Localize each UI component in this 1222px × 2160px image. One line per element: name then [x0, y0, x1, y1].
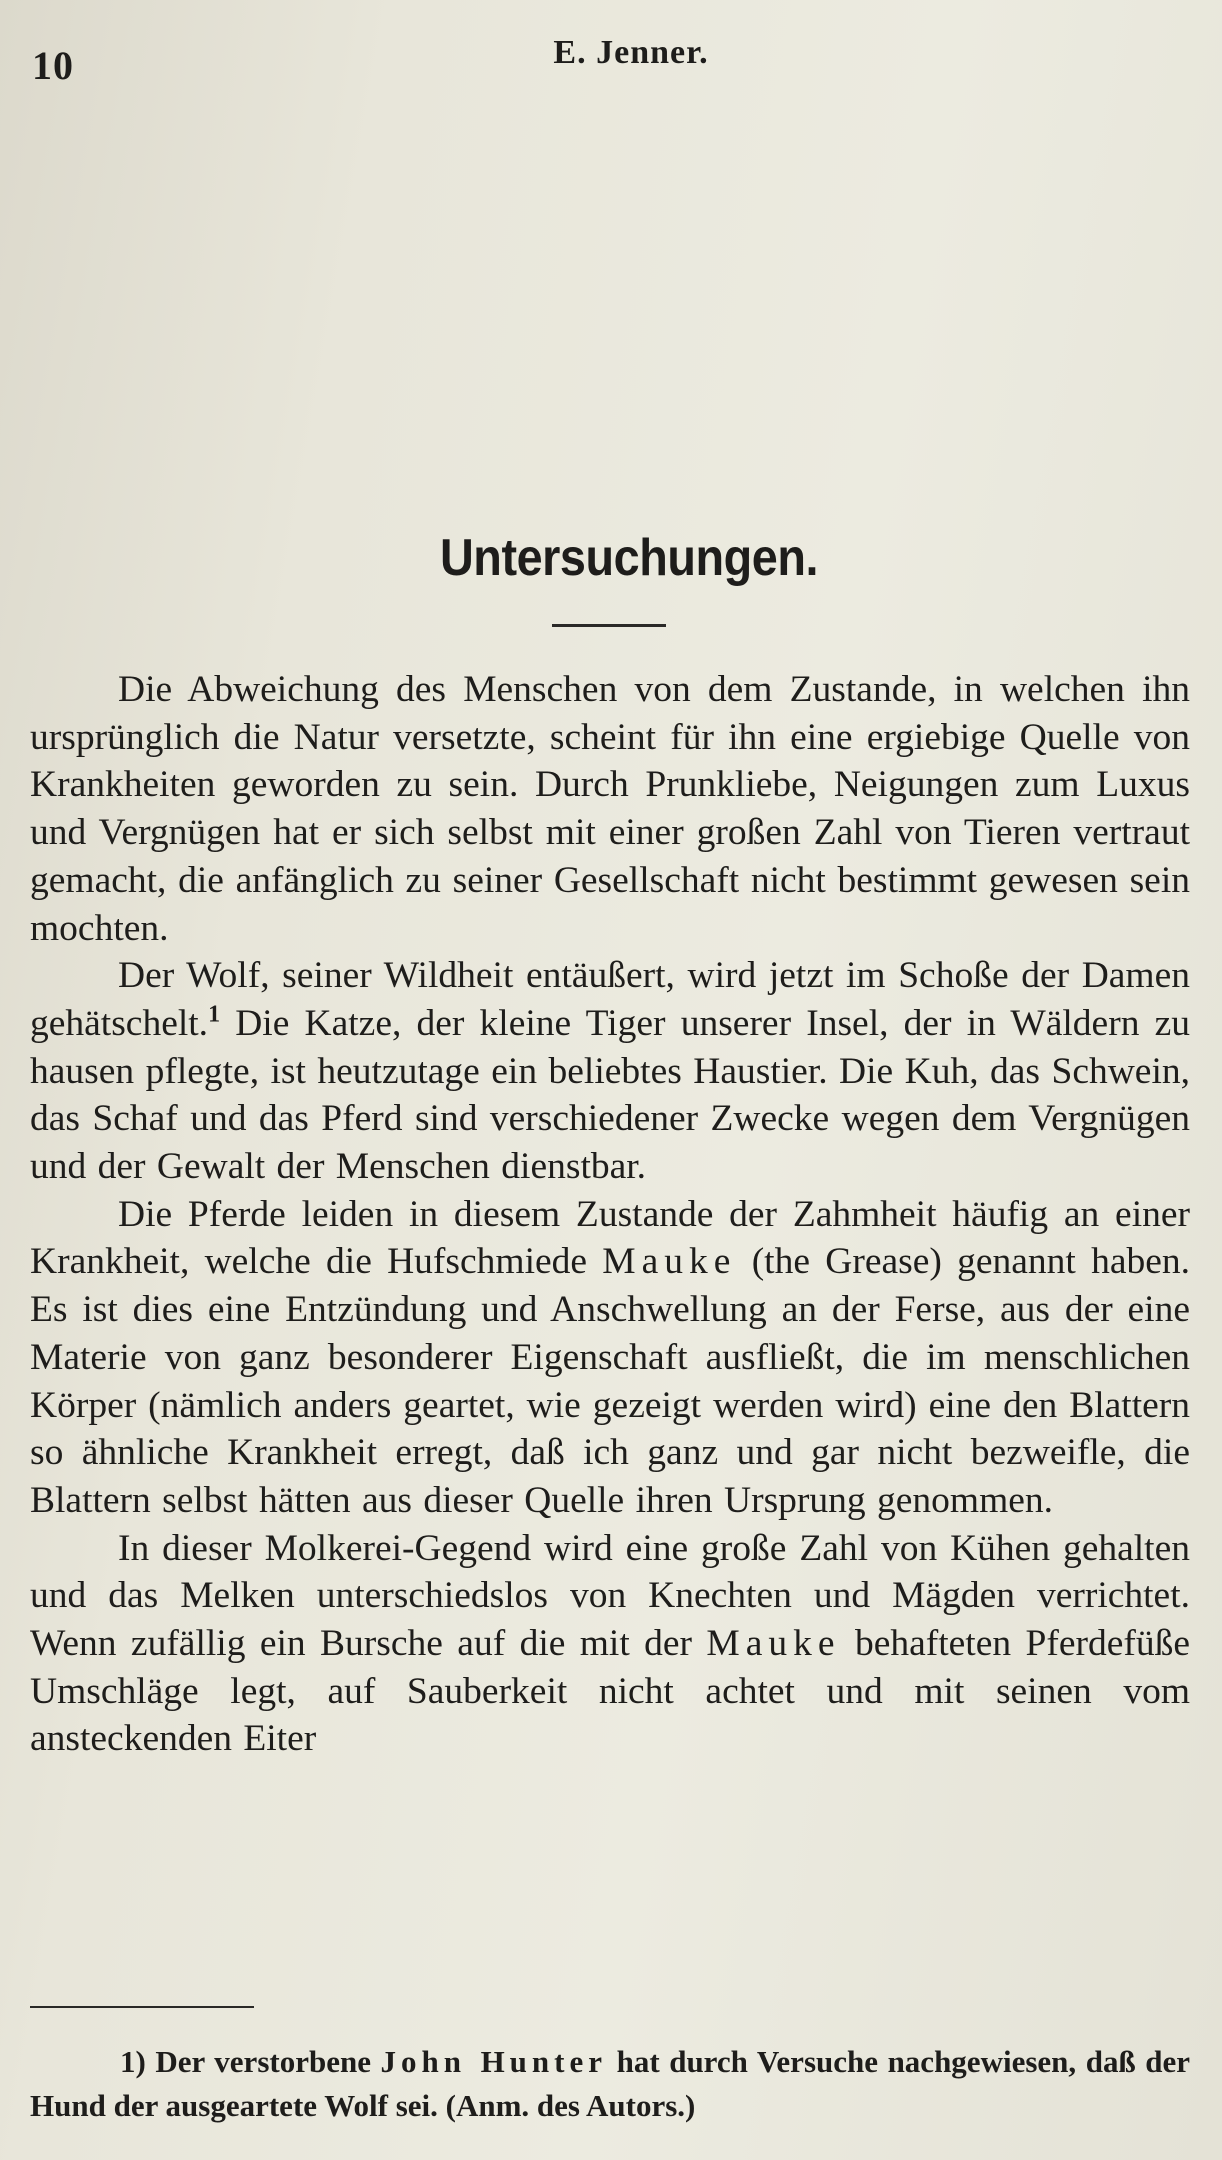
running-head: E. Jenner.: [553, 34, 709, 71]
paragraph-1: [30, 666, 1190, 952]
page-number: 10: [32, 43, 74, 88]
footnote-marker: 1): [120, 2044, 146, 2079]
body-text: [30, 666, 1190, 1763]
paragraph-4-text-b: behafteten Pferdefüße Umschläge legt, auf Sauberkeit nicht achtet und mit seinen vom ansteckenden Eiter: [30, 1623, 1190, 1760]
paragraph-2-text-b: Die Katze, der kleine Tiger unserer Insel, der in Wäldern zu hausen pflegte, ist heutzutage ein beliebtes Haustier. Die Kuh, das Schwein, das Schaf und das Pferd sind verschiedener Zwecke wegen dem Vergnügen und der Gewalt der Menschen dienstbar.: [30, 1002, 1190, 1188]
paragraph-1-text: Die Abweichung des Menschen von dem Zustande, in welchen ihn ursprünglich die Natur versetzte, scheint für ihn eine ergiebige Quelle von Krankheiten geworden zu sein. Durch Prunkliebe, Neigungen zum Luxus und Vergnügen hat er sich selbst mit einer großen Zahl von Tieren vertraut gemacht, die anfänglich zu seiner Gesellschaft nicht bestimmt gewesen sein mochten.: [30, 669, 1190, 949]
footnote: [30, 2040, 1190, 2128]
paragraph-4-text-a: In dieser Molkerei-Gegend wird eine große Zahl von Kühen gehalten und das Melken unterschiedslos von Knechten und Mägden verrichtet. Wenn zufällig ein Bursche auf die mit der: [30, 1527, 1190, 1665]
footnote-text-b: hat durch Versuche nachgewiesen, daß der Hund der ausgeartete Wolf sei. (Anm. des Autors.): [30, 2044, 1191, 2123]
paragraph-3-text-a: Die Pferde leiden in diesem Zustande der Zahmheit häufig an einer Krankheit, welche die Hufschmiede: [30, 1193, 1190, 1283]
footnote-text: [30, 2040, 1190, 2128]
paragraph-3: [30, 1191, 1190, 1525]
title-rule: [552, 624, 666, 627]
footnote-reference: 1: [208, 1001, 221, 1028]
section-title: Untersuchungen.: [439, 529, 819, 587]
paragraph-4: [30, 1525, 1190, 1764]
footnote-rule: [30, 2006, 254, 2008]
footnote-text-a: Der verstorbene: [145, 2044, 381, 2079]
footnote-emphasis: John Hunter: [380, 2044, 608, 2079]
paragraph-4-emphasis: Mauke: [706, 1623, 841, 1665]
paragraph-3-text-b: (the Grease) genannt haben. Es ist dies eine Entzündung und Anschwellung an der Ferse, aus der eine Materie von ganz besonderer Eigenschaft ausfließt, die im menschlichen Körper (nämlich anders geartet, wie gezeigt werden wird) eine den Blattern so ähnliche Krankheit erregt, daß ich ganz und gar nicht bezweifle, die Blattern selbst hätten aus dieser Quelle ihren Ursprung genommen.: [30, 1241, 1190, 1521]
paragraph-3-emphasis: Mauke: [602, 1241, 737, 1283]
paragraph-2-text-a: Der Wolf, seiner Wildheit entäußert, wird jetzt im Schoße der Damen gehätschelt.: [30, 955, 1190, 1044]
paragraph-2: [30, 952, 1190, 1191]
